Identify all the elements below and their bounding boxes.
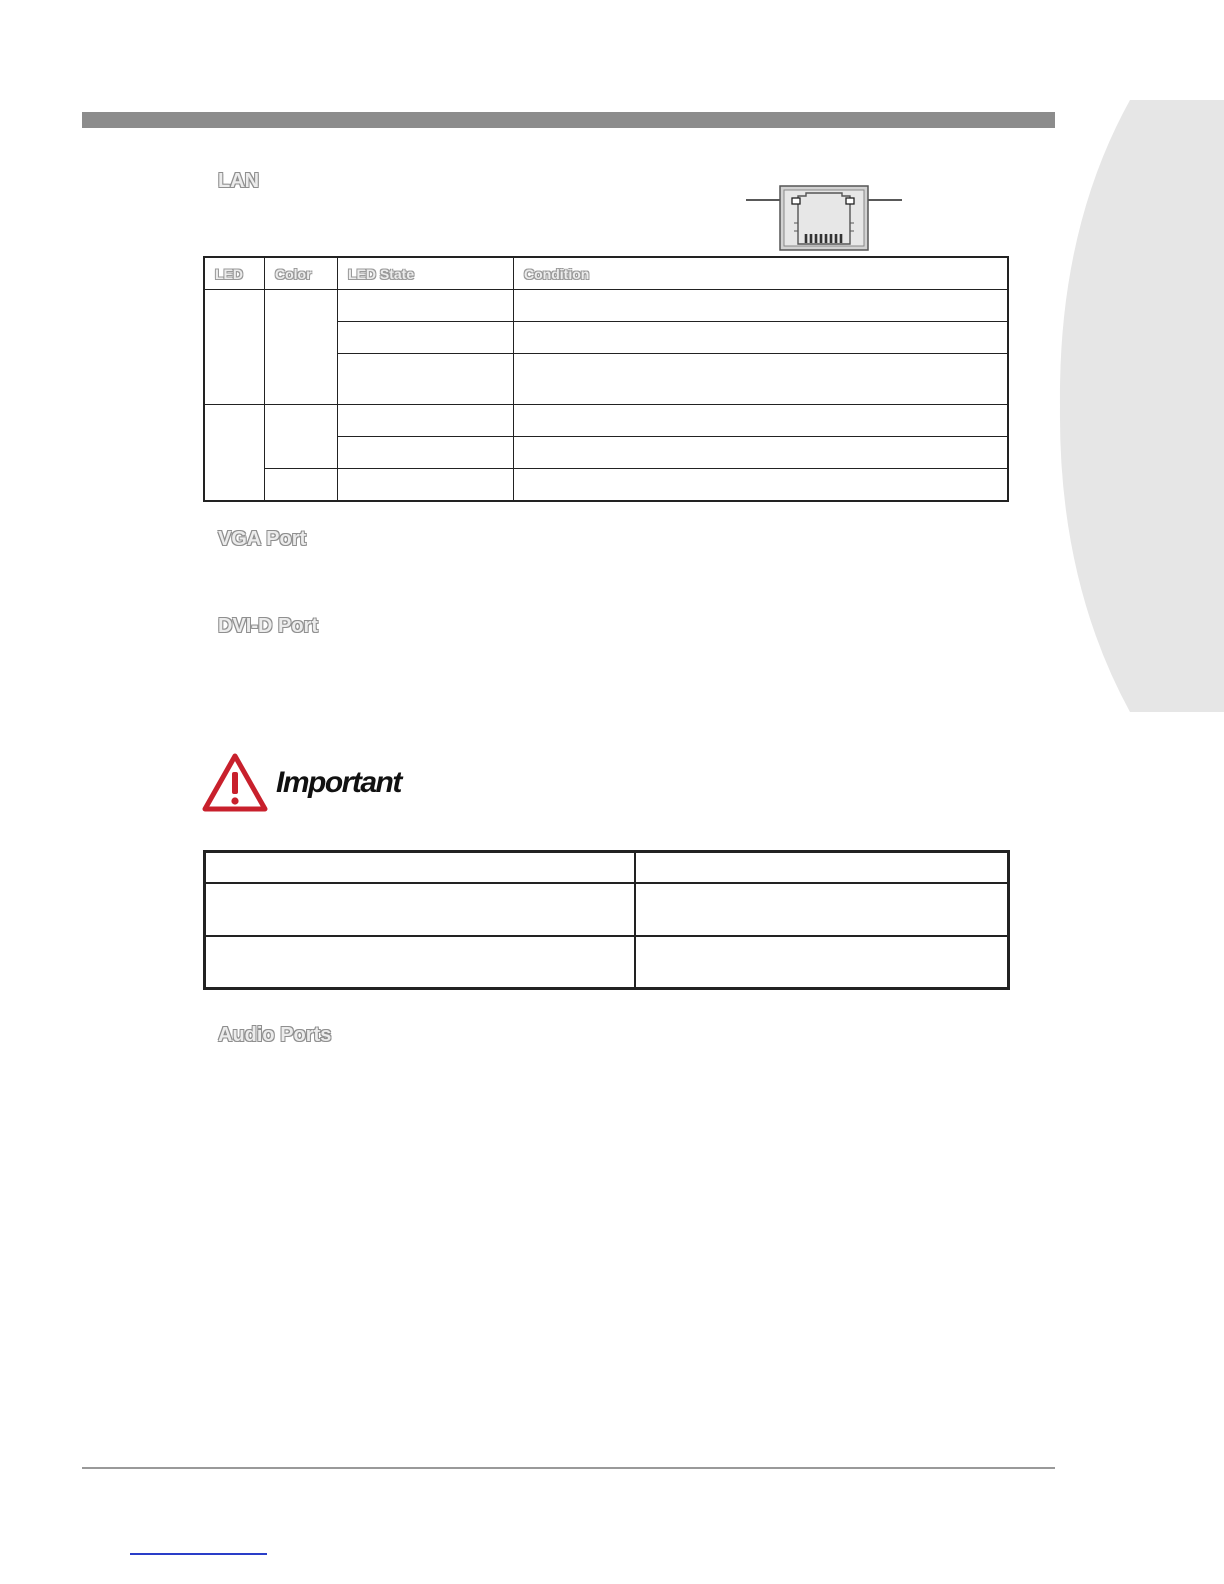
table-row [204,290,1008,322]
header-color: Color [265,257,338,290]
chapter-side-tab [1058,100,1224,712]
lan-led-table [203,256,1009,502]
header-led-state: LED State [338,257,514,290]
table-cell [338,290,514,322]
section-heading-lan: LAN [218,170,260,192]
section-heading-dvi: DVI-D Port [218,615,318,637]
table-cell [514,290,1009,322]
table-cell [265,290,338,405]
table-cell [205,852,636,883]
page-link-underline[interactable] [130,1553,267,1555]
table-cell [514,405,1009,437]
table-cell [204,405,265,501]
section-heading-vga: VGA Port [218,528,307,550]
table-header-row [204,257,1008,290]
table-cell [338,405,514,437]
table-cell [205,936,636,989]
table-cell [205,883,636,936]
table-row [204,469,1008,501]
important-label: Important [276,766,401,799]
table-cell [265,405,338,469]
table-row [205,883,1009,936]
table-cell [514,469,1009,501]
table-row [204,405,1008,437]
header-condition: Condition [514,257,1009,290]
table-cell [265,469,338,501]
header-bar [82,112,1055,128]
table-cell [338,469,514,501]
table-cell [338,354,514,405]
resolution-table [203,850,1010,990]
footer-rule [82,1467,1055,1469]
table-row [205,936,1009,989]
section-heading-audio: Audio Ports [218,1024,332,1046]
header-led: LED [204,257,265,290]
table-cell [635,883,1009,936]
table-cell [635,936,1009,989]
table-cell [635,852,1009,883]
table-cell [204,290,265,405]
table-cell [338,322,514,354]
table-row [205,852,1009,883]
table-cell [338,437,514,469]
table-cell [514,354,1009,405]
table-cell [514,322,1009,354]
table-cell [514,437,1009,469]
lan-port-diagram [744,183,904,253]
